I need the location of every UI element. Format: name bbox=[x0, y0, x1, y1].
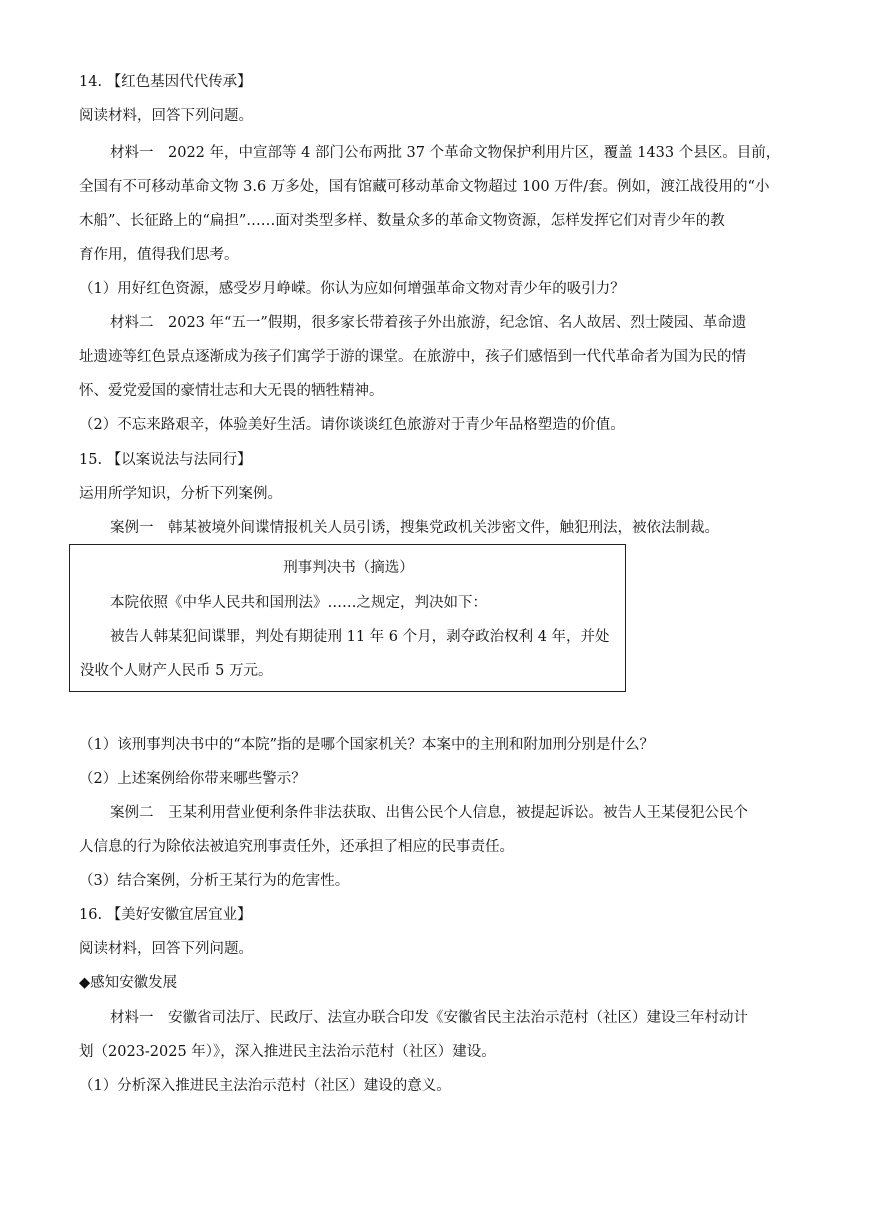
q15-case2-line2: 人信息的行为除依法被追究刑事责任外，还承担了相应的民事责任。 bbox=[79, 839, 514, 855]
q16-question1: （1）分析深入推进民主法治示范村（社区）建设的意义。 bbox=[79, 1078, 451, 1094]
q14-material1-line4: 育作用，值得我们思考。 bbox=[79, 247, 239, 263]
q15-question1: （1）该刑事判决书中的“本院”指的是哪个国家机关？本案中的主刑和附加刑分别是什么？ bbox=[79, 737, 655, 753]
q14-material2-line2: 址遗迹等红色景点逐渐成为孩子们寓学于游的课堂。在旅游中，孩子们感悟到一代代革命者为国为民的情 bbox=[79, 349, 746, 365]
verdict-line1: 本院依照《中华人民共和国刑法》……之规定，判决如下： bbox=[110, 595, 487, 611]
verdict-line2: 被告人韩某犯间谍罪，判处有期徒刑 11 年 6 个月，剥夺政治权利 4 年，并处 bbox=[110, 629, 610, 645]
q16-instruction: 阅读材料，回答下列问题。 bbox=[79, 941, 253, 957]
q14-material2-line3: 怀、爱党爱国的豪情壮志和大无畏的牺牲精神。 bbox=[79, 383, 384, 399]
q16-material1-line2: 划（2023-2025 年）》，深入推进民主法治示范村（社区）建设。 bbox=[79, 1044, 496, 1060]
q15-question2: （2）上述案例给你带来哪些警示？ bbox=[79, 771, 306, 787]
q15-heading: 15. 【以案说法与法同行】 bbox=[79, 452, 252, 468]
q16-section: ◆感知安徽发展 bbox=[79, 975, 178, 991]
q15-question3: （3）结合案例，分析王某行为的危害性。 bbox=[79, 873, 350, 889]
q14-material1-line2: 全国有不可移动革命文物 3.6 万多处，国有馆藏可移动革命文物超过 100 万件/套。例如，渡江战役用的“小 bbox=[79, 179, 770, 195]
q14-material2-line1: 材料二 2023 年“五一”假期，很多家长带着孩子外出旅游，纪念馆、名人故居、烈士陵园、革命遗 bbox=[110, 315, 747, 331]
q14-material1-line3: 木船”、长征路上的“扁担”……面对类型多样、数量众多的革命文物资源，怎样发挥它们对青少年的教 bbox=[79, 213, 725, 229]
q16-material1-line1: 材料一 安徽省司法厅、民政厅、法宣办联合印发《安徽省民主法治示范村（社区）建设三年村动计 bbox=[110, 1010, 748, 1026]
q15-case2-line1: 案例二 王某利用营业便利条件非法获取、出售公民个人信息，被提起诉讼。被告人王某侵犯公民个 bbox=[110, 805, 748, 821]
verdict-line3: 没收个人财产人民币 5 万元。 bbox=[80, 663, 273, 679]
verdict-box bbox=[69, 544, 626, 692]
verdict-title: 刑事判决书（摘选） bbox=[283, 560, 414, 576]
q15-instruction: 运用所学知识，分析下列案例。 bbox=[79, 486, 282, 502]
q16-heading: 16. 【美好安徽宜居宜业】 bbox=[79, 907, 252, 923]
q14-question1: （1）用好红色资源，感受岁月峥嵘。你认为应如何增强革命文物对青少年的吸引力？ bbox=[79, 281, 625, 297]
q14-question2: （2）不忘来路艰辛，体验美好生活。请你谈谈红色旅游对于青少年品格塑造的价值。 bbox=[79, 417, 625, 433]
q14-material1-line1: 材料一 2022 年，中宣部等 4 部门公布两批 37 个革命文物保护利用片区，覆盖 1433 个县区。目前， bbox=[110, 145, 781, 161]
q14-heading: 14. 【红色基因代代传承】 bbox=[79, 74, 252, 90]
q15-case1: 案例一 韩某被境外间谍情报机关人员引诱，搜集党政机关涉密文件，触犯刑法，被依法制裁。 bbox=[110, 520, 719, 536]
q14-instruction: 阅读材料，回答下列问题。 bbox=[79, 108, 253, 124]
